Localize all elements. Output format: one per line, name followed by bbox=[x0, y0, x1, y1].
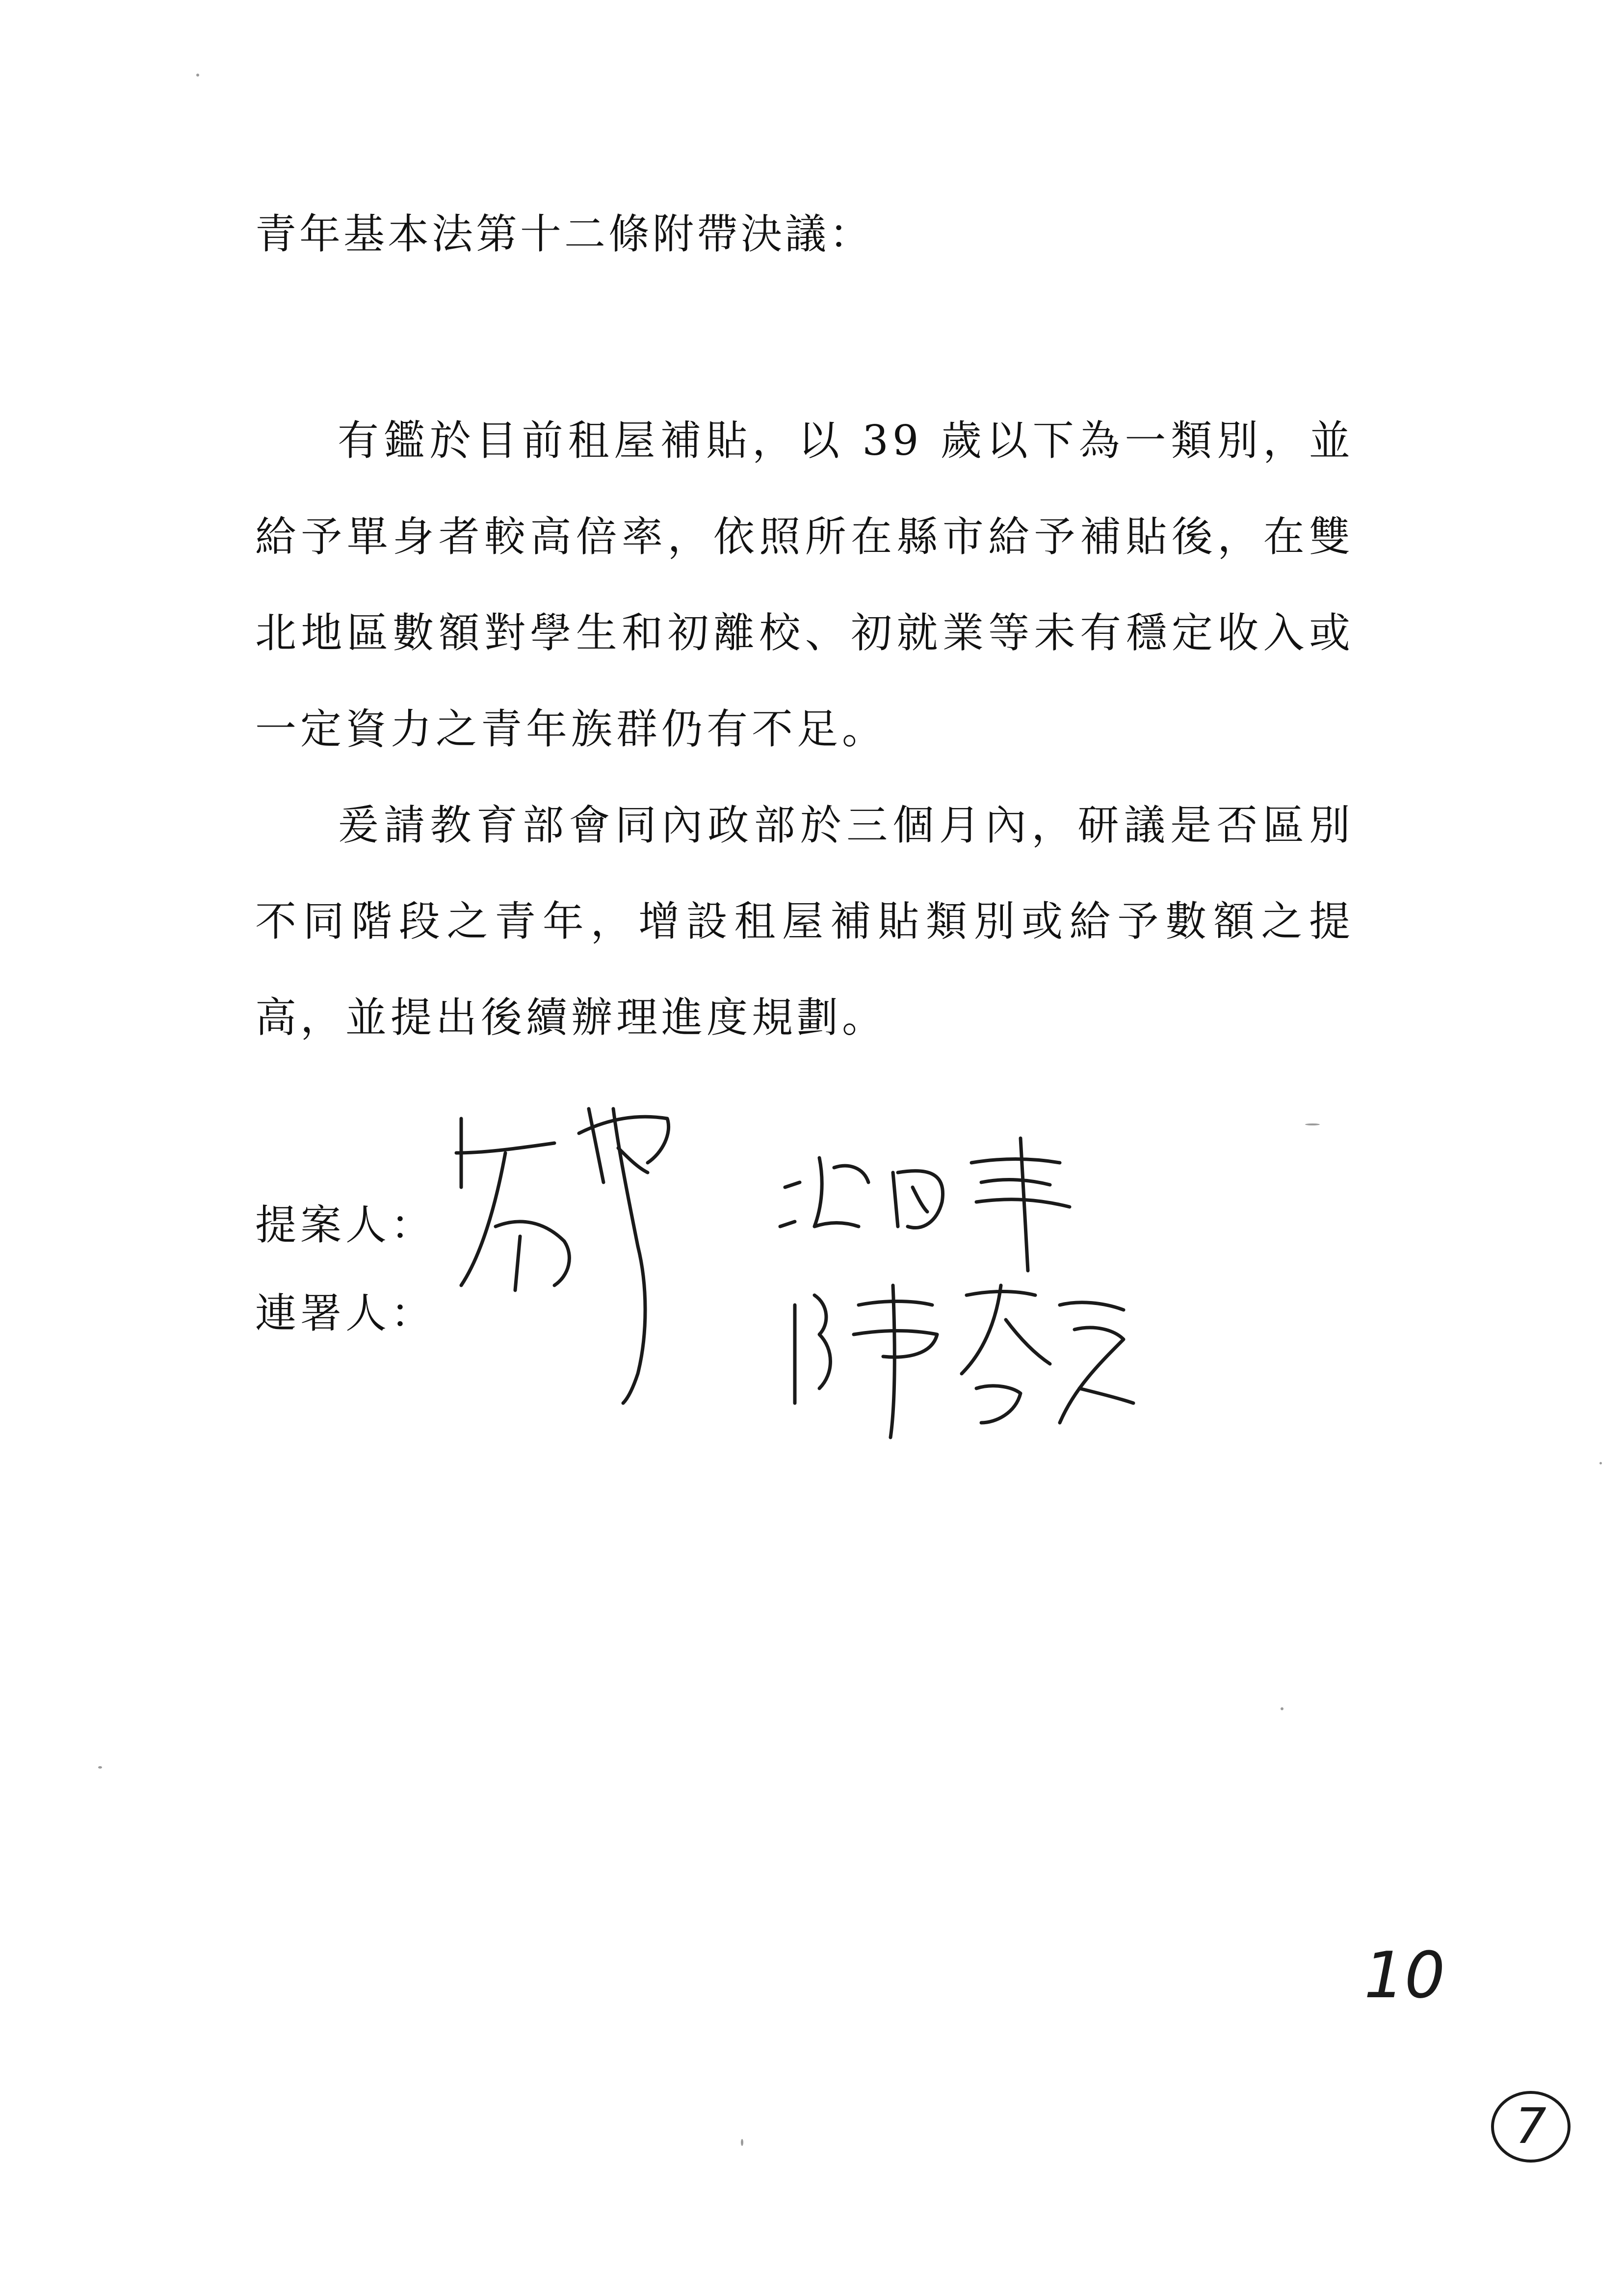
scan-speck bbox=[741, 2139, 743, 2146]
scan-speck bbox=[196, 74, 199, 77]
paragraph-1: 有鑑於目前租屋補貼，以 39 歲以下為一類別，並給予單身者較高倍率，依照所在縣市給予補貼後，在雙北地區數額對學生和初離校、初就業等未有穩定收入或一定資力之青年族群仍有不足。 bbox=[255, 417, 1354, 753]
circled-number-text: 7 bbox=[1515, 2097, 1546, 2155]
document-body bbox=[255, 392, 1354, 1066]
cosigner-label: 連署人： bbox=[255, 1289, 436, 1337]
circled-page-number bbox=[1487, 2085, 1575, 2168]
document-title: 青年基本法第十二條附帶決議： bbox=[255, 210, 874, 258]
scan-speck bbox=[1305, 1123, 1320, 1125]
proposer-label: 提案人： bbox=[255, 1201, 436, 1249]
cosigner-signature-2 bbox=[785, 1276, 1138, 1452]
scan-speck bbox=[98, 1766, 102, 1769]
scan-speck bbox=[1599, 1462, 1602, 1464]
scan-speck bbox=[1281, 1707, 1283, 1710]
cosigner-signature-1 bbox=[765, 1128, 1148, 1276]
paragraph-2: 爰請教育部會同內政部於三個月內，研議是否區別不同階段之青年，增設租屋補貼類別或給予數額之提高，並提出後續辦理進度規劃。 bbox=[255, 801, 1354, 1042]
proposer-signature bbox=[442, 1079, 716, 1413]
handwritten-page-number: 10 bbox=[1364, 1938, 1445, 2012]
